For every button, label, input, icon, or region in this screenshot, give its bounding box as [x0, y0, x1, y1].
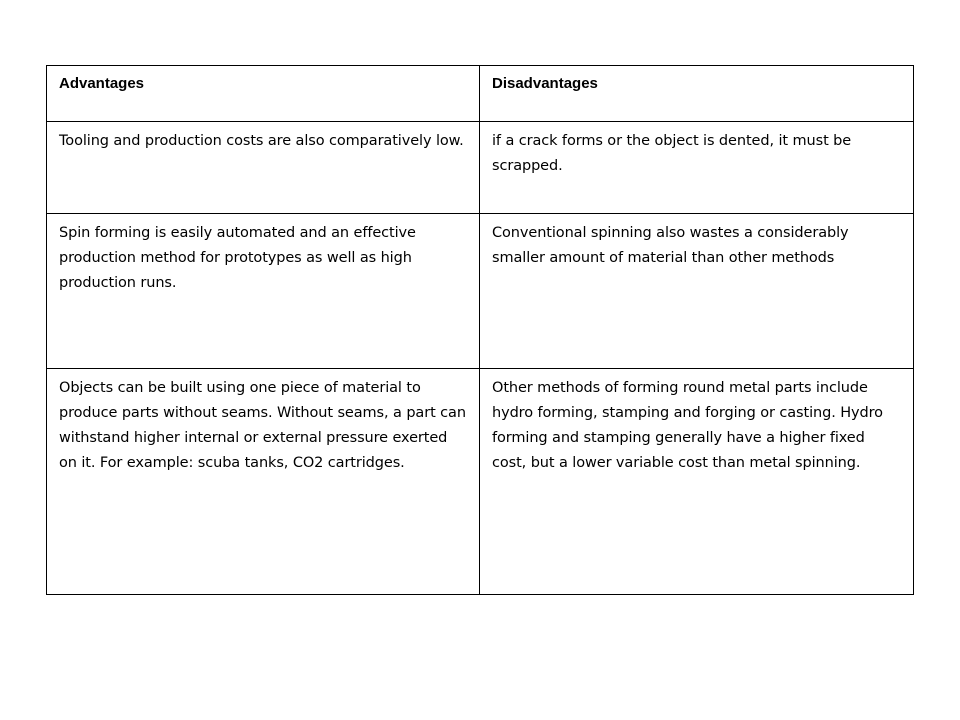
table-header-row [47, 66, 914, 122]
header-disadvantages: Disadvantages [480, 66, 914, 122]
advantage-cell: Tooling and production costs are also comparatively low. [47, 122, 480, 214]
table-row [47, 369, 914, 595]
header-advantages: Advantages [47, 66, 480, 122]
disadvantage-cell: if a crack forms or the object is dented, it must be scrapped. [480, 122, 914, 214]
table-row [47, 214, 914, 369]
advantage-cell: Objects can be built using one piece of material to produce parts without seams. Without seams, a part can withstand higher internal or external pressure exerted on it. For example: scuba tanks, CO2 cartridges. [47, 369, 480, 595]
disadvantage-cell: Conventional spinning also wastes a considerably smaller amount of material than other methods [480, 214, 914, 369]
disadvantage-cell: Other methods of forming round metal parts include hydro forming, stamping and forging or casting. Hydro forming and stamping generally have a higher fixed cost, but a lower variable cost than metal spinning. [480, 369, 914, 595]
advantages-disadvantages-table [46, 65, 914, 595]
advantage-cell: Spin forming is easily automated and an effective production method for prototypes as well as high production runs. [47, 214, 480, 369]
table-row [47, 122, 914, 214]
